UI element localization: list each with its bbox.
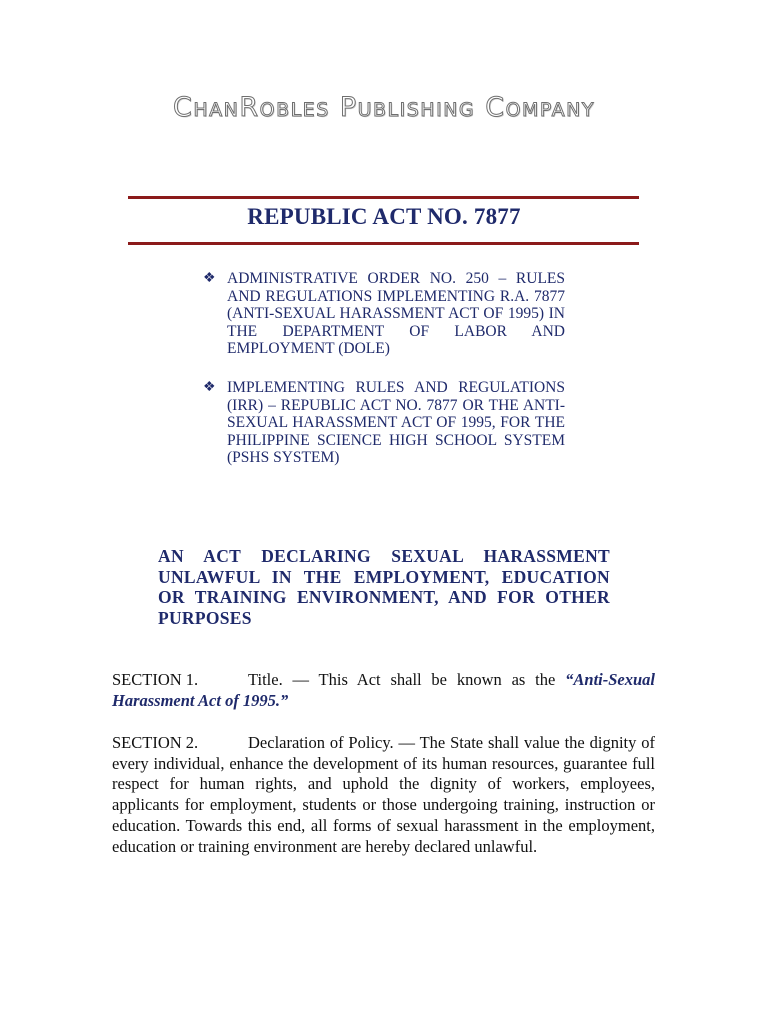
section-number: SECTION 1. (112, 670, 199, 689)
act-title: REPUBLIC ACT NO. 7877 (247, 204, 521, 229)
section-text: Declaration of Policy. — The State shall value the dignity of every individual, enhance the development of its human resources, guarantee full respect for human rights, and uphold the dignity of workers, employees, applicants for employment, students or those undergoing training, instruction or education. Towards this end, all forms of sexual harassment in the employment, education or training environment are hereby declared unlawful. (112, 733, 655, 856)
list-item[interactable] (203, 270, 565, 358)
section-1 (112, 670, 655, 711)
section-number: SECTION 2. (112, 733, 199, 752)
diamond-bullet-icon: ❖ (203, 379, 216, 395)
diamond-bullet-icon: ❖ (203, 271, 216, 286)
act-heading: AN ACT DECLARING SEXUAL HARASSMENT UNLAWFUL IN THE EMPLOYMENT, EDUCATION OR TRAINING ENVIRONMENT, AND FOR OTHER PURPOSES (158, 546, 610, 628)
list-item[interactable] (203, 379, 565, 467)
related-document-link[interactable]: IMPLEMENTING RULES AND REGULATIONS (IRR) – REPUBLIC ACT NO. 7877 OR THE ANTI-SEXUAL HARASSMENT ACT OF 1995, FOR THE PHILIPPINE SCIENCE HIGH SCHOOL SYSTEM (PSHS SYSTEM) (227, 378, 565, 467)
publisher-name: ChanRobles Publishing Company (173, 92, 595, 123)
section-emphasis: “Anti-Sexual Harassment Act of 1995.” (112, 670, 655, 710)
section-2 (112, 733, 655, 857)
related-documents-list (203, 270, 565, 488)
top-divider (128, 196, 639, 199)
section-text: Title. — This Act shall be known as the (248, 670, 566, 689)
related-document-link[interactable]: ADMINISTRATIVE ORDER NO. 250 – RULES AND REGULATIONS IMPLEMENTING R.A. 7877 (ANTI-SEXUAL HARASSMENT ACT OF 1995) IN THE DEPARTMENT OF LABOR AND EMPLOYMENT (DOLE) (227, 270, 565, 358)
bottom-divider (128, 242, 639, 245)
